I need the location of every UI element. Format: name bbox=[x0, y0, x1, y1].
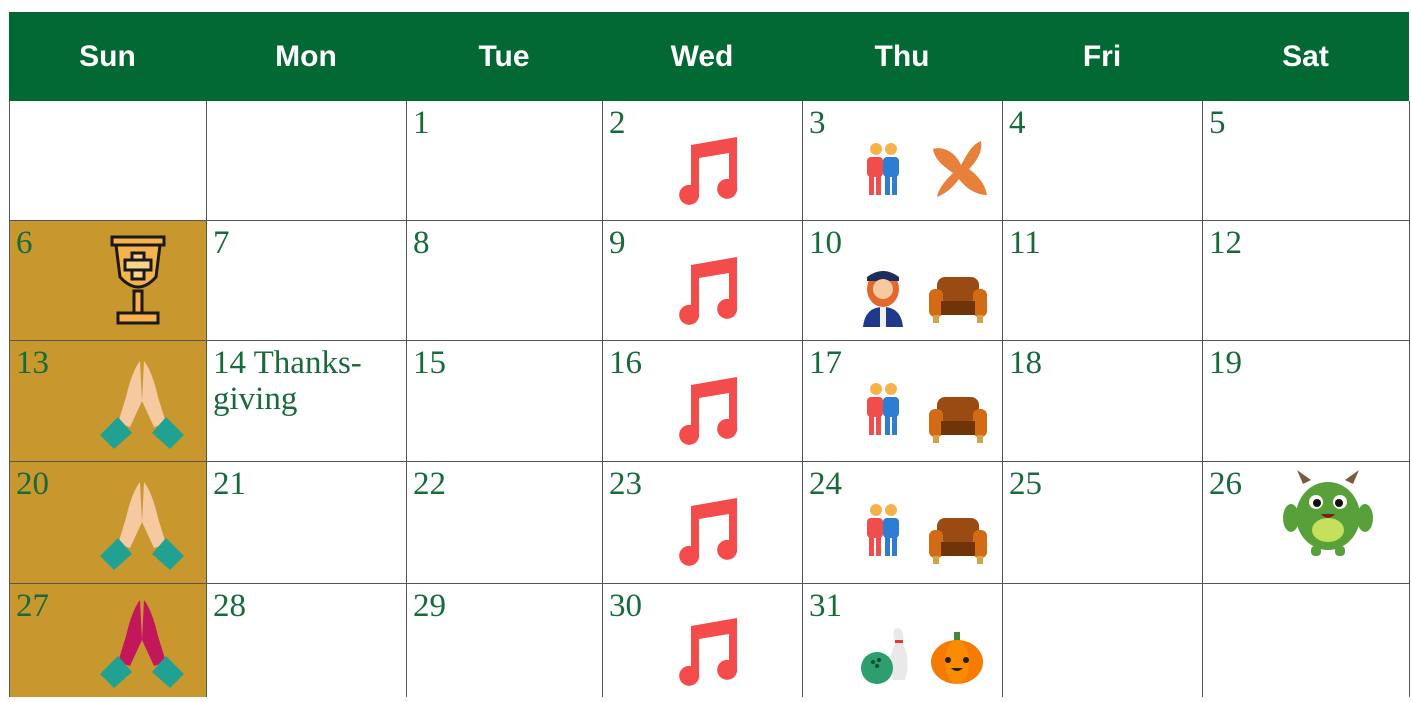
day-cell[interactable] bbox=[1203, 101, 1410, 221]
praying-hands-icon bbox=[96, 351, 188, 451]
weekday-fri: Fri bbox=[1082, 39, 1122, 73]
day-cell[interactable] bbox=[207, 462, 407, 584]
day-cell[interactable] bbox=[10, 462, 207, 584]
day-number: 11 bbox=[1009, 225, 1041, 261]
day-cell[interactable] bbox=[1003, 584, 1203, 697]
day-cell[interactable] bbox=[803, 584, 1003, 697]
music-note-icon bbox=[673, 373, 745, 445]
music-note-icon bbox=[673, 253, 745, 325]
day-number: 25 bbox=[1009, 466, 1042, 502]
armchair-icon bbox=[927, 395, 989, 443]
day-number: 6 bbox=[16, 225, 33, 261]
day-cell[interactable] bbox=[207, 221, 407, 341]
day-cell[interactable] bbox=[407, 584, 603, 697]
day-cell[interactable] bbox=[407, 462, 603, 584]
day-cell[interactable] bbox=[407, 101, 603, 221]
praying-hands-icon bbox=[96, 472, 188, 572]
calendar-grid bbox=[9, 101, 1409, 697]
chalice-icon bbox=[108, 233, 168, 329]
day-number: 13 bbox=[16, 345, 49, 381]
day-cell[interactable] bbox=[803, 221, 1003, 341]
day-number: 3 bbox=[809, 105, 826, 141]
music-note-icon bbox=[673, 494, 745, 566]
day-number: 4 bbox=[1009, 105, 1026, 141]
weekday-tue: Tue bbox=[478, 39, 530, 73]
cross-icon bbox=[925, 135, 991, 201]
praying-hands-icon bbox=[96, 590, 188, 690]
day-number: 20 bbox=[16, 466, 49, 502]
weekday-sat: Sat bbox=[1282, 39, 1329, 73]
armchair-icon bbox=[927, 516, 989, 564]
day-number: 29 bbox=[413, 588, 446, 624]
day-number: 8 bbox=[413, 225, 430, 261]
day-cell[interactable] bbox=[1003, 101, 1203, 221]
police-officer-icon bbox=[859, 265, 907, 327]
music-note-icon bbox=[673, 133, 745, 205]
day-cell[interactable] bbox=[603, 584, 803, 697]
couple-icon bbox=[863, 381, 905, 437]
day-number: 26 bbox=[1209, 466, 1242, 502]
day-number: 16 bbox=[609, 345, 642, 381]
day-number: 27 bbox=[16, 588, 49, 624]
day-number: 1 bbox=[413, 105, 430, 141]
bowling-icon bbox=[859, 624, 911, 684]
day-cell[interactable] bbox=[10, 221, 207, 341]
day-number: 15 bbox=[413, 345, 446, 381]
day-cell[interactable] bbox=[407, 341, 603, 462]
day-cell[interactable] bbox=[803, 101, 1003, 221]
day-number: 12 bbox=[1209, 225, 1242, 261]
day-number: 10 bbox=[809, 225, 842, 261]
day-cell[interactable] bbox=[10, 101, 207, 221]
day-number: 28 bbox=[213, 588, 246, 624]
day-cell[interactable] bbox=[10, 584, 207, 697]
day-cell[interactable] bbox=[1203, 584, 1410, 697]
day-cell[interactable] bbox=[207, 584, 407, 697]
weekday-mon: Mon bbox=[275, 39, 337, 73]
day-number: 22 bbox=[413, 466, 446, 502]
day-number: 30 bbox=[609, 588, 642, 624]
day-cell[interactable] bbox=[603, 101, 803, 221]
pumpkin-icon bbox=[929, 630, 985, 686]
day-cell[interactable] bbox=[1203, 341, 1410, 462]
armchair-icon bbox=[927, 275, 989, 323]
day-cell[interactable] bbox=[407, 221, 603, 341]
monster-icon bbox=[1283, 470, 1373, 560]
day-number: 2 bbox=[609, 105, 626, 141]
day-number: 21 bbox=[213, 466, 246, 502]
day-cell[interactable] bbox=[1203, 462, 1410, 584]
day-cell[interactable] bbox=[803, 341, 1003, 462]
couple-icon bbox=[863, 141, 905, 197]
day-number: 17 bbox=[809, 345, 842, 381]
day-cell[interactable] bbox=[10, 341, 207, 462]
day-cell[interactable] bbox=[603, 462, 803, 584]
weekday-header bbox=[9, 12, 1409, 101]
weekday-thu: Thu bbox=[874, 39, 930, 73]
weekday-wed: Wed bbox=[670, 39, 734, 73]
day-number: 14 Thanks-giving bbox=[213, 345, 362, 418]
day-cell[interactable] bbox=[1203, 221, 1410, 341]
day-number: 9 bbox=[609, 225, 626, 261]
couple-icon bbox=[863, 502, 905, 558]
day-number: 23 bbox=[609, 466, 642, 502]
day-cell[interactable] bbox=[803, 462, 1003, 584]
day-cell[interactable] bbox=[1003, 341, 1203, 462]
day-number: 5 bbox=[1209, 105, 1226, 141]
day-cell[interactable] bbox=[207, 341, 407, 462]
music-note-icon bbox=[673, 614, 745, 686]
day-number: 24 bbox=[809, 466, 842, 502]
calendar bbox=[9, 12, 1409, 697]
day-number: 18 bbox=[1009, 345, 1042, 381]
day-number: 31 bbox=[809, 588, 842, 624]
day-cell[interactable] bbox=[1003, 221, 1203, 341]
weekday-sun: Sun bbox=[79, 39, 136, 73]
day-number: 7 bbox=[213, 225, 230, 261]
day-cell[interactable] bbox=[603, 341, 803, 462]
day-cell[interactable] bbox=[603, 221, 803, 341]
day-number: 19 bbox=[1209, 345, 1242, 381]
day-cell[interactable] bbox=[1003, 462, 1203, 584]
day-cell[interactable] bbox=[207, 101, 407, 221]
